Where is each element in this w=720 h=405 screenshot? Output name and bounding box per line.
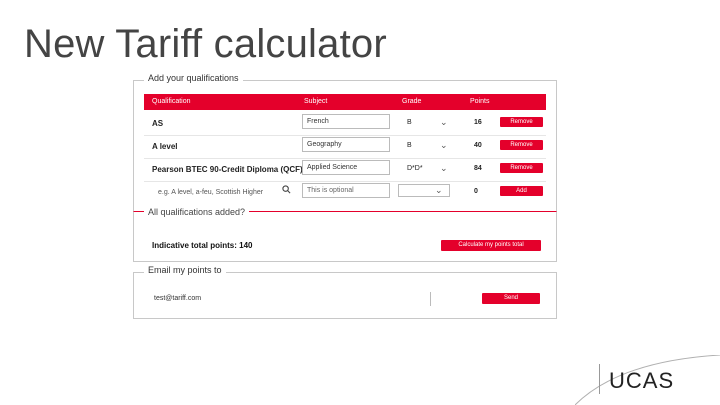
row-points: 40	[474, 142, 482, 149]
remove-button[interactable]: Remove	[500, 163, 543, 173]
ucas-logo: UCAS	[609, 368, 675, 393]
row-points: 16	[474, 119, 482, 126]
remove-button[interactable]: Remove	[500, 140, 543, 150]
qualifications-panel	[133, 73, 557, 211]
header-grade: Grade	[402, 98, 422, 105]
header-points: Points	[470, 98, 490, 105]
add-qualification-row	[144, 181, 546, 204]
row-points: 84	[474, 165, 482, 172]
divider	[430, 292, 431, 306]
qualifications-table-header	[144, 94, 546, 110]
table-row	[144, 158, 546, 182]
chevron-down-icon[interactable]: ⌄	[440, 117, 448, 127]
grade-select[interactable]: D*D*	[407, 165, 423, 172]
table-row	[144, 112, 546, 136]
email-legend: Email my points to	[144, 265, 226, 275]
header-subject: Subject	[304, 98, 328, 105]
chevron-down-icon: ⌄	[435, 185, 443, 195]
row-qualification: Pearson BTEC 90-Credit Diploma (QCF)	[152, 165, 303, 174]
chevron-down-icon[interactable]: ⌄	[440, 140, 448, 150]
remove-button[interactable]: Remove	[500, 117, 543, 127]
qualification-search-input[interactable]: e.g. A level, a-feu, Scottish Higher	[158, 189, 264, 196]
subject-input[interactable]: Geography	[302, 137, 390, 152]
subject-input[interactable]: French	[302, 114, 390, 129]
table-row	[144, 135, 546, 159]
indicative-total: Indicative total points: 140	[152, 241, 253, 250]
subject-input[interactable]: Applied Science	[302, 160, 390, 175]
row-qualification: A level	[152, 142, 178, 151]
summary-legend: All qualifications added?	[144, 207, 249, 217]
grade-select[interactable]: B	[407, 119, 412, 126]
email-input[interactable]: test@tariff.com	[154, 295, 202, 302]
slide-title: New Tariff calculator	[24, 22, 387, 66]
grade-select[interactable]: B	[407, 142, 412, 149]
email-panel	[133, 265, 557, 319]
summary-panel	[133, 207, 557, 262]
add-button[interactable]: Add	[500, 186, 543, 196]
row-points: 0	[474, 188, 478, 195]
grade-select[interactable]	[398, 184, 450, 197]
send-button[interactable]: Send	[482, 293, 540, 304]
calculate-button[interactable]: Calculate my points total	[441, 240, 541, 251]
chevron-down-icon[interactable]: ⌄	[440, 163, 448, 173]
subject-input[interactable]: This is optional	[302, 183, 390, 198]
search-icon[interactable]	[282, 185, 291, 196]
row-qualification: AS	[152, 119, 164, 128]
header-qualification: Qualification	[152, 98, 191, 105]
divider	[599, 364, 600, 394]
qualifications-legend: Add your qualifications	[144, 73, 243, 83]
